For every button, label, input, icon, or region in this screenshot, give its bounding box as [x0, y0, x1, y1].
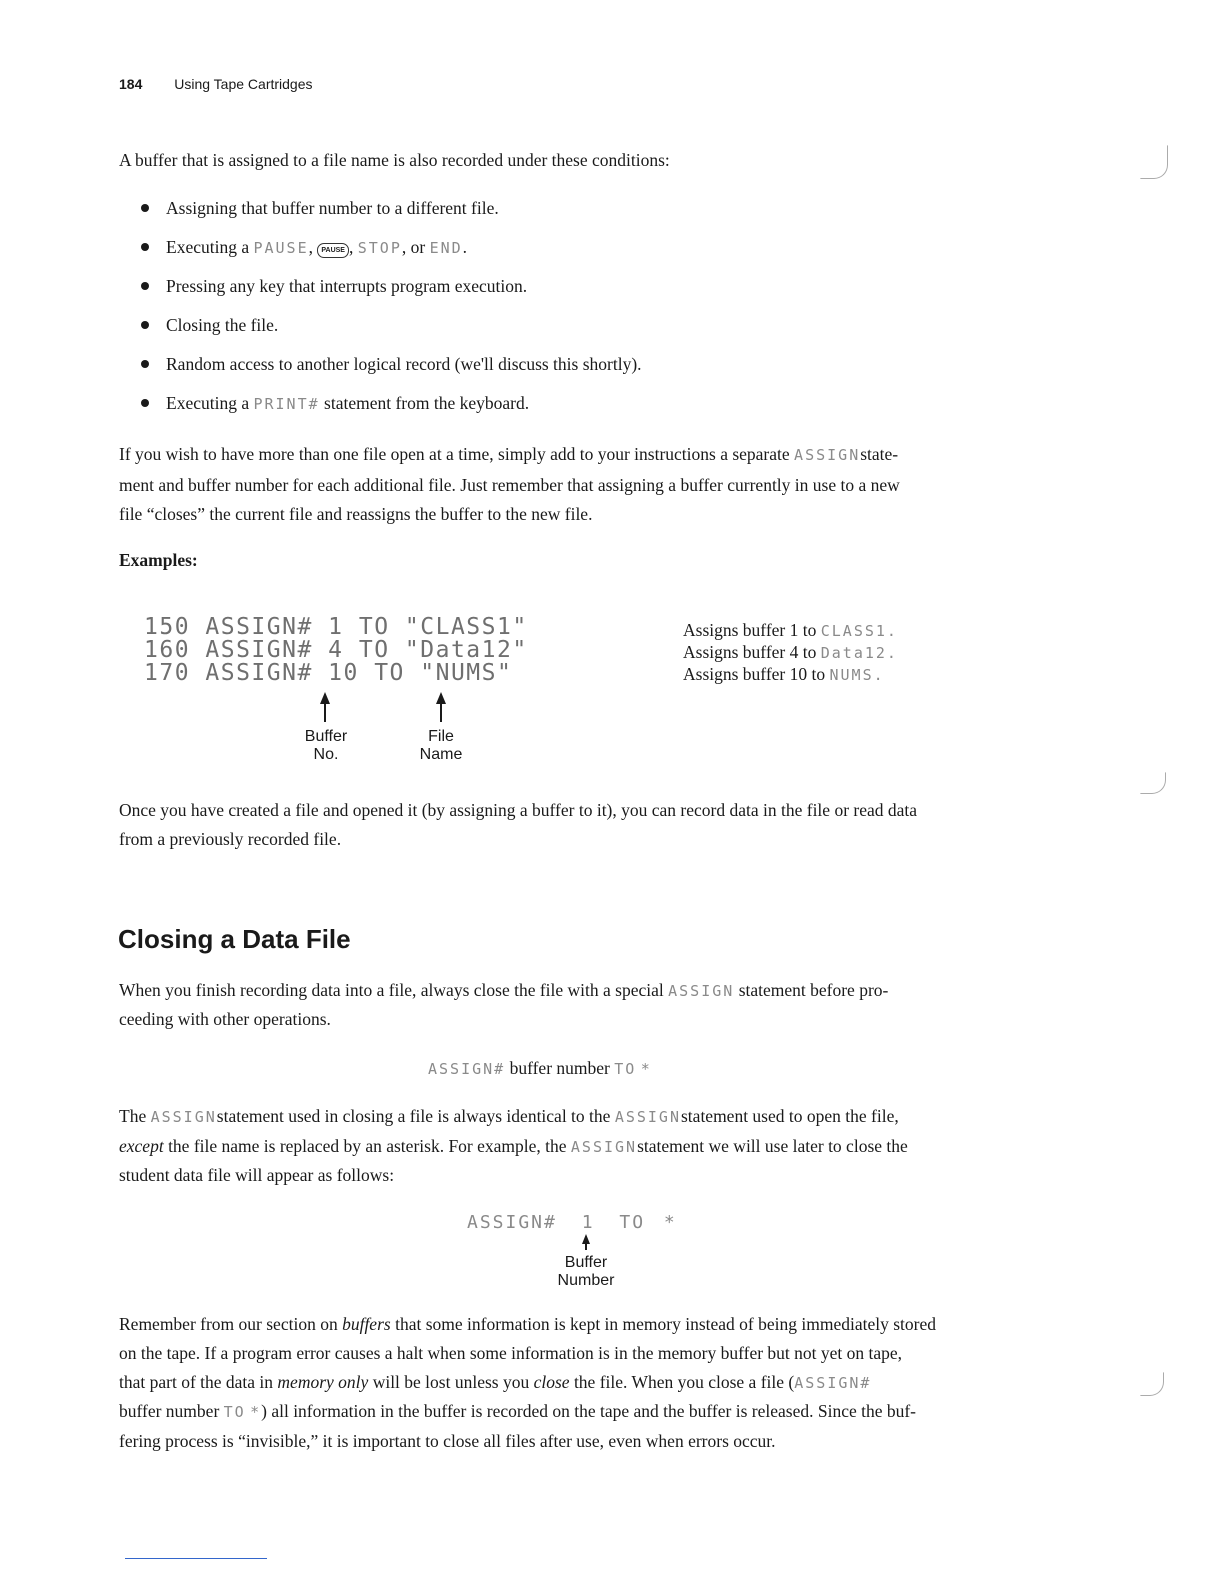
- keyword-assign: ASSIGN: [570, 1138, 638, 1156]
- text-line: [119, 1136, 908, 1157]
- bullet-item: Assigning that buffer number to a different file.: [166, 198, 499, 218]
- emphasis-text: memory only: [277, 1372, 369, 1392]
- footnote-rule: [125, 1558, 267, 1559]
- text-line: [119, 980, 888, 1001]
- bullet-dot: [141, 360, 149, 368]
- code-line: 150 ASSIGN# 1 TO "CLASS1": [144, 614, 528, 640]
- keyword-to: TO: [223, 1403, 246, 1421]
- text-span: Assigns buffer 10 to: [683, 664, 826, 684]
- bullet-item: [166, 393, 529, 414]
- bullet-text: statement from the keyboard.: [324, 393, 530, 413]
- text-line: Once you have created a file and opened it (by assigning a buffer to it), you can record data in the file or read data: [119, 800, 918, 820]
- keyword-assign: ASSIGN: [150, 1108, 217, 1126]
- keyword-end: END: [429, 239, 463, 257]
- keyword-pause: PAUSE: [253, 239, 309, 257]
- text-span: buffer number: [119, 1401, 220, 1421]
- pause-key-icon: PAUSE: [317, 243, 349, 258]
- caption-line: No.: [313, 746, 339, 763]
- text-line: [119, 1401, 916, 1422]
- code-line: 170 ASSIGN# 10 TO "NUMS": [144, 660, 513, 686]
- text-line: [119, 1372, 871, 1393]
- emphasis-text: except: [119, 1136, 164, 1156]
- bullet-text: Executing a: [166, 393, 250, 413]
- file-name-caption: [401, 728, 481, 764]
- keyword-span: CLASS1.: [820, 622, 898, 640]
- intro-paragraph: A buffer that is assigned to a file name is also recorded under these conditions:: [119, 150, 670, 170]
- text-span: will be lost unless you: [372, 1372, 530, 1392]
- page-header: [119, 76, 313, 92]
- text-span: ) all information in the buffer is recorded on the tape and the buffer is released. Since the buf-: [261, 1401, 917, 1421]
- syntax-line: [428, 1058, 652, 1079]
- keyword-assign: ASSIGN: [668, 982, 735, 1000]
- keyword-assign: ASSIGN#: [794, 1374, 872, 1392]
- text-span: If you wish to have more than one file open at a time, simply add to your instructions a separate: [119, 444, 790, 464]
- example-description: [683, 664, 885, 685]
- text-line: [119, 1314, 936, 1335]
- keyword-asterisk: *: [663, 1212, 677, 1233]
- arrow-shaft: [324, 702, 326, 722]
- keyword-assign: ASSIGN#: [428, 1060, 506, 1078]
- bullet-text: Executing a: [166, 237, 250, 257]
- keyword-asterisk: *: [640, 1060, 652, 1078]
- syntax-text: buffer number: [509, 1058, 610, 1078]
- text-span: the file name is replaced by an asterisk. For example, the: [168, 1136, 567, 1156]
- examples-heading: Examples:: [119, 550, 198, 570]
- caption-line: File: [428, 728, 454, 745]
- text-line: [119, 1106, 899, 1127]
- keyword-assign: ASSIGN: [794, 446, 861, 464]
- text-line: file “closes” the current file and reassigns the buffer to the new file.: [119, 504, 593, 524]
- bullet-text: or: [410, 237, 426, 257]
- text-span: statement before pro-: [738, 980, 889, 1000]
- keyword-stop: STOP: [357, 239, 402, 257]
- text-line: ment and buffer number for each additional file. Just remember that assigning a buffer currently in use to a new: [119, 475, 900, 495]
- text-span: statement used to open the file,: [681, 1106, 899, 1126]
- bullet-item: Pressing any key that interrupts program execution.: [166, 276, 528, 296]
- keyword-to: TO: [614, 1060, 637, 1078]
- buffer-number-caption: [546, 1254, 626, 1290]
- bullet-item: Random access to another logical record (we'll discuss this shortly).: [166, 354, 642, 374]
- code-line: 160 ASSIGN# 4 TO "Data12": [144, 637, 528, 663]
- example-description: [683, 620, 898, 641]
- page-number: 184: [119, 76, 143, 92]
- section-title: Closing a Data File: [118, 924, 351, 954]
- scan-artifact: [1140, 145, 1168, 179]
- text-span: statement used in closing a file is always identical to the: [216, 1106, 611, 1126]
- bullet-dot: [141, 321, 149, 329]
- text-span: state-: [860, 444, 899, 464]
- bullet-item: Executing a PAUSE, PAUSE , STOP, or END.: [166, 237, 468, 257]
- keyword-assign: ASSIGN#: [467, 1212, 557, 1233]
- arrow-shaft: [440, 702, 442, 722]
- running-title: Using Tape Cartridges: [174, 76, 313, 92]
- text-span: Remember from our section on: [119, 1314, 338, 1334]
- text-line: on the tape. If a program error causes a halt when some information is in the memory buffer but not yet on tape,: [119, 1343, 903, 1363]
- text-line: from a previously recorded file.: [119, 829, 342, 849]
- keyword-span: Data12.: [820, 644, 898, 662]
- bullet-dot: [141, 204, 149, 212]
- text-span: Assigns buffer 1 to: [683, 620, 817, 640]
- text-span: statement we will use later to close the: [637, 1136, 908, 1156]
- text-span: The: [119, 1106, 147, 1126]
- text-span: that part of the data in: [119, 1372, 274, 1392]
- keyword-print: PRINT#: [253, 395, 320, 413]
- bullet-dot: [141, 399, 149, 407]
- bullet-dot: [141, 282, 149, 290]
- text-line: [119, 444, 898, 465]
- bullet-item: Closing the file.: [166, 315, 279, 335]
- buffer-number: 1: [581, 1212, 595, 1233]
- caption-line: Buffer: [564, 1254, 608, 1271]
- caption-line: Name: [419, 746, 463, 763]
- keyword-span: NUMS.: [829, 666, 885, 684]
- text-span: Assigns buffer 4 to: [683, 642, 817, 662]
- bullet-dot: [141, 243, 149, 251]
- emphasis-text: close: [533, 1372, 570, 1392]
- emphasis-text: buffers: [342, 1314, 391, 1334]
- text-line: student data file will appear as follows:: [119, 1165, 395, 1185]
- text-line: fering process is “invisible,” it is important to close all files after use, even when errors occur.: [119, 1431, 776, 1451]
- text-line: ceeding with other operations.: [119, 1009, 331, 1029]
- text-span: When you finish recording data into a file, always close the file with a special: [119, 980, 664, 1000]
- keyword-to: TO: [619, 1212, 646, 1233]
- caption-line: Number: [557, 1272, 615, 1289]
- text-span: that some information is kept in memory instead of being immediately stored: [395, 1314, 937, 1334]
- caption-line: Buffer: [304, 728, 348, 745]
- arrow-shaft: [585, 1242, 587, 1250]
- scan-artifact: [1140, 1372, 1164, 1396]
- keyword-asterisk: *: [250, 1403, 262, 1421]
- example-description: [683, 642, 898, 663]
- close-statement: [467, 1212, 677, 1233]
- text-span: the file. When you close a file (: [573, 1372, 795, 1392]
- keyword-assign: ASSIGN: [614, 1108, 681, 1126]
- scan-artifact: [1140, 772, 1166, 794]
- buffer-no-caption: [286, 728, 366, 764]
